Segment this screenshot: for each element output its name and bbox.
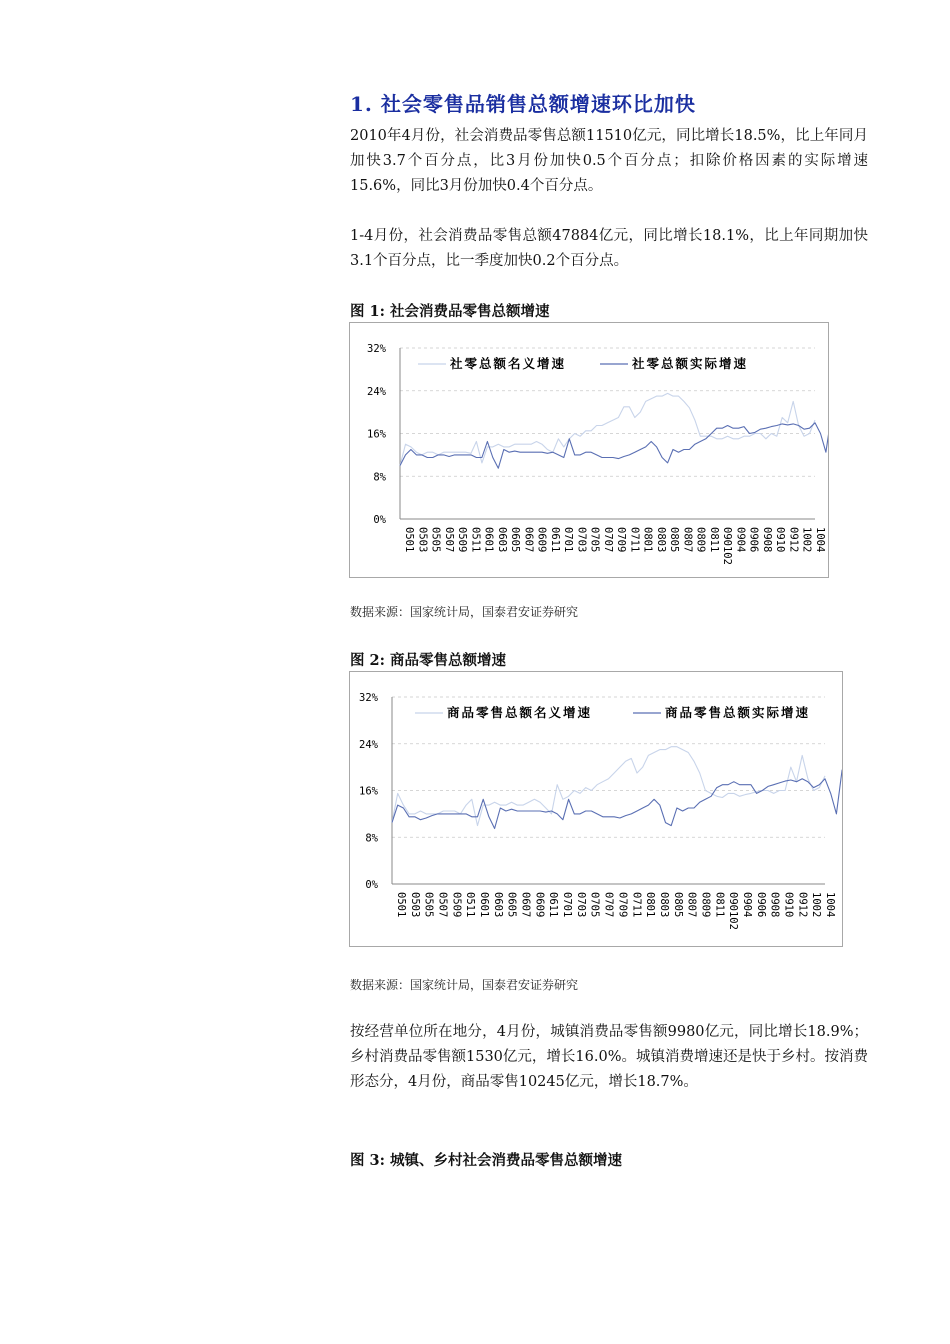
x-tick-label: 0611 [547,892,560,918]
x-tick-label: 0605 [509,527,522,553]
x-tick-label: 0904 [740,892,753,918]
x-tick-label: 0904 [734,527,747,553]
x-tick-label: 0603 [491,892,504,918]
x-tick-label: 0607 [519,892,532,918]
series-line-real [392,770,842,829]
x-tick-label: 0509 [456,527,469,553]
x-tick-label: 0807 [681,527,694,553]
x-tick-label: 0609 [533,892,546,918]
figure-3-title: 图 3: 城镇、乡村社会消费品零售总额增速 [350,1152,623,1169]
section-heading: 1. 社会零售品销售总额增速环比加快 [350,92,696,116]
x-tick-label: 0912 [796,892,809,918]
y-tick-label: 8% [373,471,386,484]
x-tick-label: 0707 [602,892,615,918]
y-tick-label: 16% [367,428,386,441]
x-tick-label: 0703 [574,892,587,918]
x-tick-label: 0705 [588,892,601,918]
y-tick-label: 32% [367,343,386,355]
x-tick-label: 0603 [495,527,508,553]
x-tick-label: 0505 [422,892,435,918]
x-tick-label: 0803 [657,892,670,918]
figure-2-title: 图 2: 商品零售总额增速 [350,652,507,669]
y-tick-label: 0% [365,879,378,891]
x-tick-label: 090102 [721,527,734,565]
x-tick-label: 0701 [562,527,575,553]
x-tick-label: 1004 [814,527,826,553]
x-tick-label: 0703 [575,527,588,553]
legend-label: 社零总额实际增速 [632,356,749,371]
x-tick-label: 1002 [800,527,813,553]
x-tick-label: 0910 [774,527,787,553]
x-tick-label: 0809 [699,892,712,918]
x-tick-label: 0908 [768,892,781,918]
x-tick-label: 0801 [644,892,657,918]
y-tick-label: 24% [359,738,378,751]
x-tick-label: 0601 [482,527,495,553]
x-tick-label: 0605 [505,892,518,918]
series-line-real [400,415,828,468]
paragraph-1: 2010年4月份，社会消费品零售总额11510亿元，同比增长18.5%，比上年同月加快3.7个百分点，比3月份加快0.5个百分点；扣除价格因素的实际增速15.6%，同比3月份加快0.4个百分点。 [350,128,868,194]
x-tick-label: 0509 [450,892,463,918]
y-tick-label: 32% [359,692,378,704]
x-tick-label: 0503 [408,892,421,918]
x-tick-label: 0912 [787,527,800,553]
chart-2-svg [350,672,842,946]
y-tick-label: 16% [359,785,378,798]
figure-1-chart [349,322,829,578]
x-tick-label: 0511 [469,527,482,553]
x-tick-label: 0501 [403,527,415,553]
x-tick-label: 0807 [685,892,698,918]
x-tick-label: 0607 [522,527,535,553]
x-tick-label: 0811 [713,892,726,918]
x-tick-label: 0711 [630,892,643,918]
x-tick-label: 0803 [654,527,667,553]
y-tick-label: 8% [365,832,378,845]
x-tick-label: 0801 [641,527,654,553]
figure-2-chart [349,671,843,947]
x-tick-label: 0908 [760,527,773,553]
paragraph-3: 按经营单位所在地分，4月份，城镇消费品零售额9980亿元，同比增长18.9%；乡村消费品零售额1530亿元，增长16.0%。城镇消费增速还是快于乡村。按消费形态分，4月份，商品零售10245亿元，增长18.7%。 [350,1024,868,1090]
x-tick-label: 0503 [416,527,429,553]
x-tick-label: 0507 [436,892,449,918]
x-tick-label: 0805 [671,892,684,918]
x-tick-label: 0711 [628,527,641,553]
x-tick-label: 0505 [429,527,442,553]
legend-label: 社零总额名义增速 [450,356,567,371]
x-tick-label: 0707 [601,527,614,553]
legend-label: 商品零售总额实际增速 [665,705,811,720]
x-tick-label: 0709 [616,892,629,918]
x-tick-label: 0906 [747,527,760,553]
x-tick-label: 0705 [588,527,601,553]
x-tick-label: 0609 [535,527,548,553]
x-tick-label: 1004 [824,892,836,918]
figure-2-source: 数据来源：国家统计局，国泰君安证券研究 [350,978,579,992]
paragraph-2: 1-4月份，社会消费品零售总额47884亿元，同比增长18.1%，比上年同期加快3.1个百分点，比一季度加快0.2个百分点。 [350,228,868,269]
y-tick-label: 0% [373,514,386,526]
x-tick-label: 0511 [464,892,477,918]
figure-1-source: 数据来源：国家统计局，国泰君安证券研究 [350,605,579,619]
x-tick-label: 0501 [395,892,407,918]
x-tick-label: 1002 [810,892,823,918]
x-tick-label: 0906 [754,892,767,918]
x-tick-label: 0805 [668,527,681,553]
x-tick-label: 0507 [442,527,455,553]
x-tick-label: 0811 [707,527,720,553]
x-tick-label: 090102 [727,892,740,930]
x-tick-label: 0709 [615,527,628,553]
x-tick-label: 0611 [548,527,561,553]
figure-1-title: 图 1: 社会消费品零售总额增速 [350,303,550,320]
x-tick-label: 0701 [561,892,574,918]
legend-label: 商品零售总额名义增速 [447,705,593,720]
x-tick-label: 0910 [782,892,795,918]
y-tick-label: 24% [367,385,386,398]
x-tick-label: 0809 [694,527,707,553]
x-tick-label: 0601 [478,892,491,918]
chart-1-svg [350,323,828,577]
